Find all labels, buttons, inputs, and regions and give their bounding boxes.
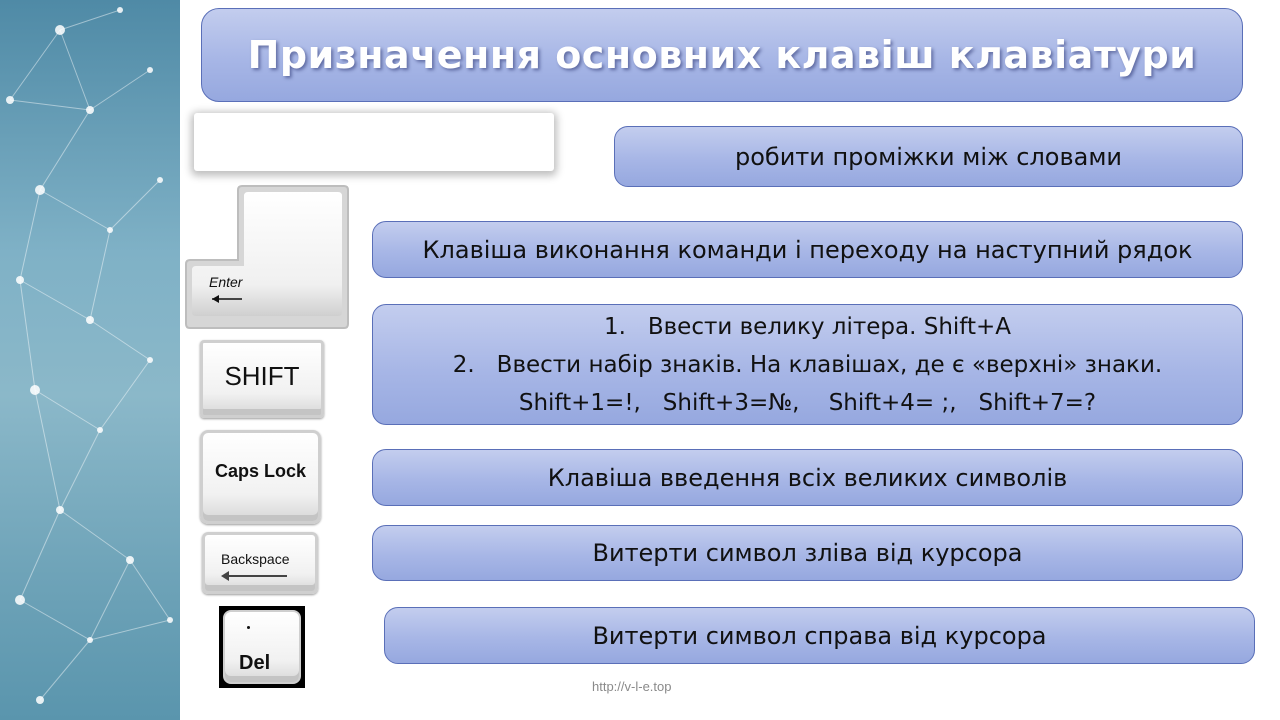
decorative-network-panel [0, 0, 180, 720]
del-key [219, 606, 305, 688]
shift-description-box [372, 304, 1243, 425]
del-description-box [384, 607, 1255, 664]
del-key-label: Del [239, 652, 271, 674]
page-title [201, 8, 1243, 102]
caps-lock-key-label: Caps Lock [214, 460, 307, 481]
space-description: робити проміжки між словами [734, 142, 1123, 171]
shift-key [200, 340, 324, 418]
enter-description: Клавіша виконання команди і переходу на наступний рядок [422, 235, 1193, 264]
caps-lock-key [200, 430, 321, 524]
page-title-text: Призначення основних клавіш клавіатури [247, 33, 1197, 77]
enter-key-label: Enter [209, 274, 243, 290]
footer-url[interactable]: http://v-l-e.top [592, 679, 672, 694]
enter-key-shape [184, 184, 350, 330]
enter-description-box [372, 221, 1243, 278]
backspace-key [202, 532, 318, 594]
backspace-description-box [372, 525, 1243, 581]
shift-description-line-3: Shift+1=!, Shift+3=№, Shift+4= ;, Shift+7=? [518, 389, 1097, 416]
del-description: Витерти символ справа від курсора [592, 621, 1047, 650]
shift-description-line-2: 2. Ввести набір знаків. На клавішах, де є «верхні» знаки. [452, 351, 1163, 378]
shift-key-label: SHIFT [224, 360, 300, 391]
left-arrow-icon [221, 570, 291, 582]
backspace-description: Витерти символ зліва від курсора [592, 539, 1023, 567]
space-description-box [614, 126, 1243, 187]
network-pattern [0, 0, 180, 720]
caps-lock-description: Клавіша введення всіх великих символів [547, 463, 1068, 492]
enter-key [184, 184, 350, 330]
shift-description-line-1: 1. Ввести велику літера. Shift+A [603, 313, 1012, 340]
space-bar-key [194, 113, 554, 171]
backspace-key-label: Backspace [221, 551, 290, 567]
del-key-dot-icon [247, 626, 250, 629]
caps-lock-description-box [372, 449, 1243, 506]
